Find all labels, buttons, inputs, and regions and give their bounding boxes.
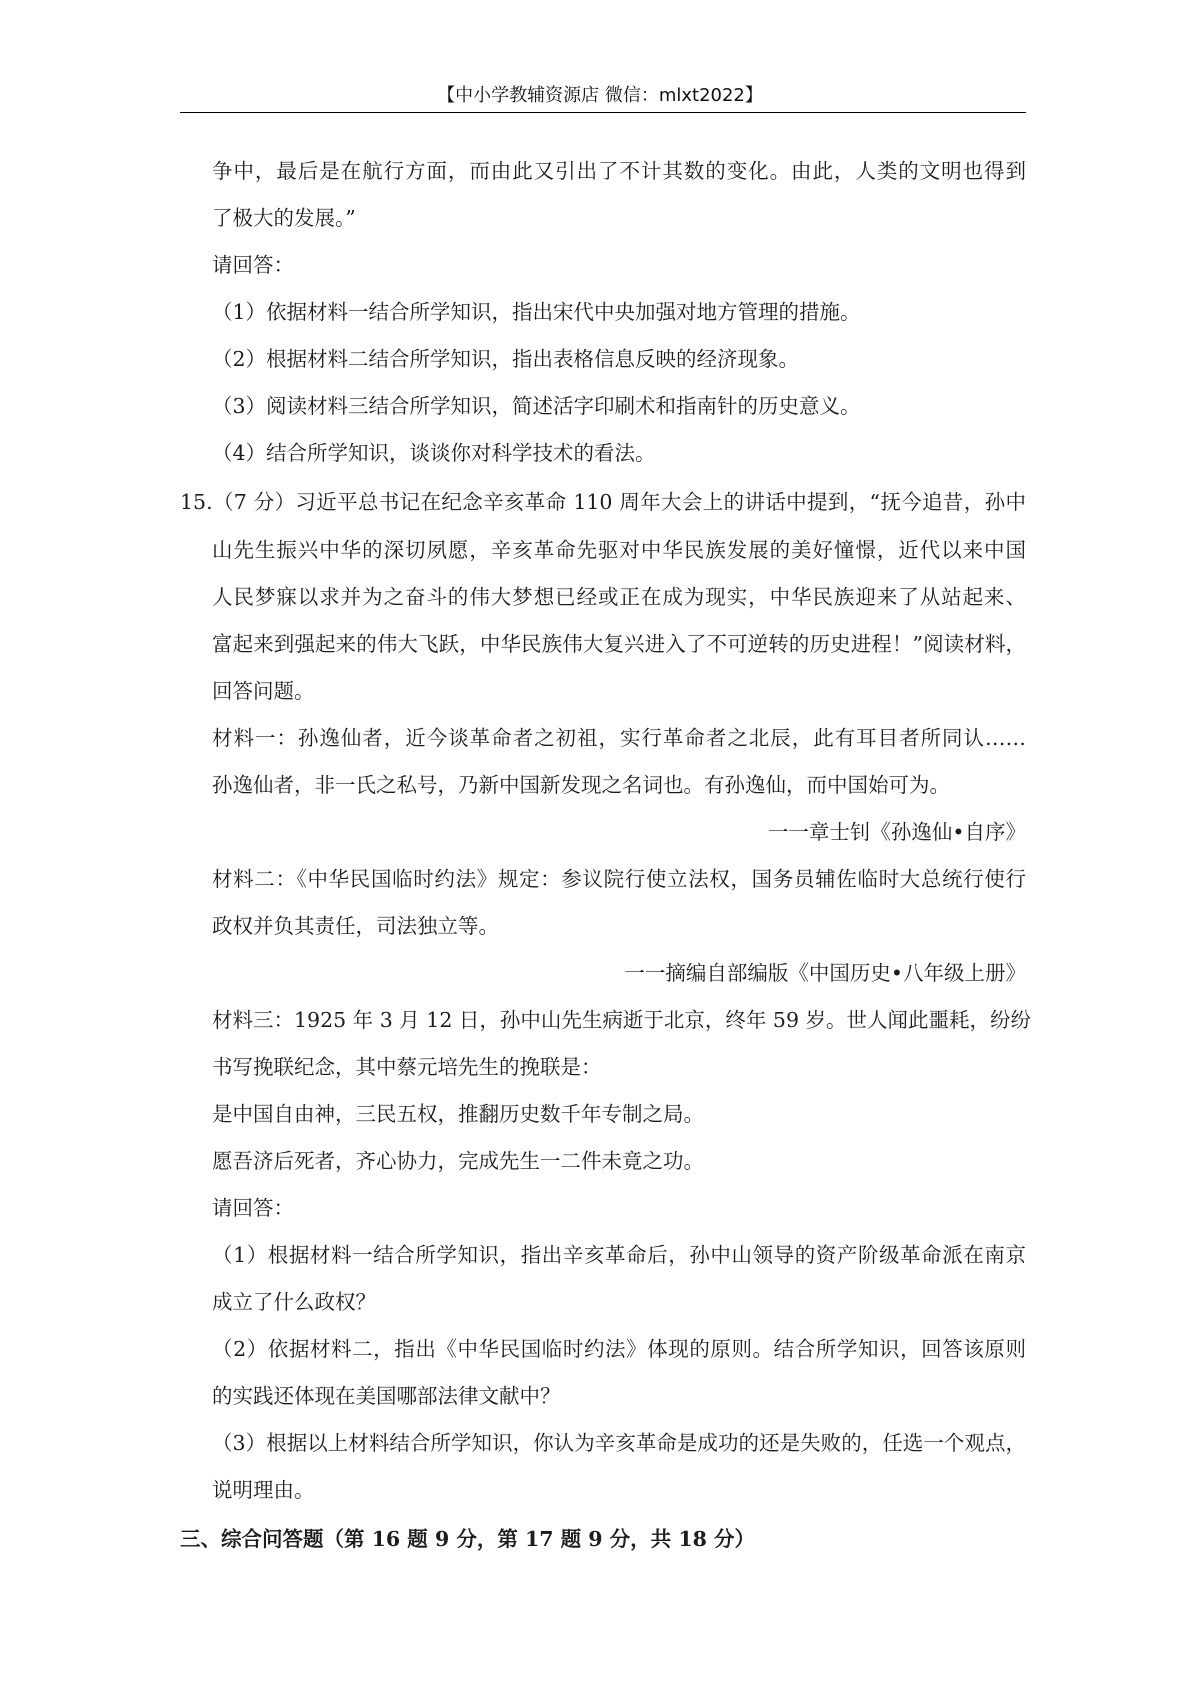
- text-line: （3）根据以上材料结合所学知识，你认为辛亥革命是成功的还是失败的，任选一个观点，: [212, 1431, 1026, 1455]
- page-header: 【中小学教辅资源店 微信：mlxt2022】: [437, 85, 763, 106]
- text-line: 材料三：1925 年 3 月 12 日，孙中山先生病逝于北京，终年 59 岁。世人闻此噩耗，纷纷: [212, 1008, 1031, 1032]
- text-line: 的实践还体现在美国哪部法律文献中？: [212, 1384, 561, 1408]
- text-line: 人民梦寐以求并为之奋斗的伟大梦想已经或正在成为现实，中华民族迎来了从站起来、: [212, 585, 1026, 609]
- text-line: （2）根据材料二结合所学知识，指出表格信息反映的经济现象。: [212, 347, 800, 371]
- text-line: 成立了什么政权？: [212, 1290, 376, 1314]
- text-line: 了极大的发展。”: [212, 206, 356, 230]
- text-line: 15.（7 分）习近平总书记在纪念辛亥革命 110 周年大会上的讲话中提到，“抚今追昔，孙中: [180, 490, 1026, 514]
- text-line: 请回答：: [212, 253, 294, 277]
- text-line: 愿吾济后死者，齐心协力，完成先生一二件未竟之功。: [212, 1149, 704, 1173]
- text-line: （1）根据材料一结合所学知识，指出辛亥革命后，孙中山领导的资产阶级革命派在南京: [212, 1243, 1026, 1267]
- text-line: 山先生振兴中华的深切夙愿，辛亥革命先驱对中华民族发展的美好憧憬，近代以来中国: [212, 538, 1026, 562]
- text-line: 是中国自由神，三民五权，推翻历史数千年专制之局。: [212, 1102, 704, 1126]
- text-line: 富起来到强起来的伟大飞跃，中华民族伟大复兴进入了不可逆转的历史进程！”阅读材料，: [212, 632, 1026, 656]
- text-line: 书写挽联纪念，其中蔡元培先生的挽联是：: [212, 1055, 602, 1079]
- text-line: 三、综合问答题（第 16 题 9 分，第 17 题 9 分，共 18 分）: [180, 1527, 755, 1551]
- text-line: 政权并负其责任，司法独立等。: [212, 914, 499, 938]
- text-line: 材料二：《中华民国临时约法》规定：参议院行使立法权，国务员辅佐临时大总统行使行: [212, 867, 1026, 891]
- text-line: 请回答：: [212, 1196, 294, 1220]
- text-line: 回答问题。: [212, 679, 315, 703]
- text-line: 一一章士钊《孙逸仙•自序》: [767, 820, 1026, 844]
- text-line: 一一摘编自部编版《中国历史•八年级上册》: [624, 961, 1026, 985]
- text-line: 材料一：孙逸仙者，近今谈革命者之初祖，实行革命者之北辰，此有耳目者所同认……: [212, 726, 1026, 750]
- text-line: 说明理由。: [212, 1478, 315, 1502]
- text-line: （1）依据材料一结合所学知识，指出宋代中央加强对地方管理的措施。: [212, 300, 861, 324]
- text-line: （3）阅读材料三结合所学知识，简述活字印刷术和指南针的历史意义。: [212, 394, 861, 418]
- text-line: 争中，最后是在航行方面，而由此又引出了不计其数的变化。由此，人类的文明也得到: [212, 159, 1026, 183]
- text-line: （4）结合所学知识，谈谈你对科学技术的看法。: [212, 441, 656, 465]
- text-line: 孙逸仙者，非一氏之私号，乃新中国新发现之名词也。有孙逸仙，而中国始可为。: [212, 773, 950, 797]
- text-line: （2）依据材料二，指出《中华民国临时约法》体现的原则。结合所学知识，回答该原则: [212, 1337, 1026, 1361]
